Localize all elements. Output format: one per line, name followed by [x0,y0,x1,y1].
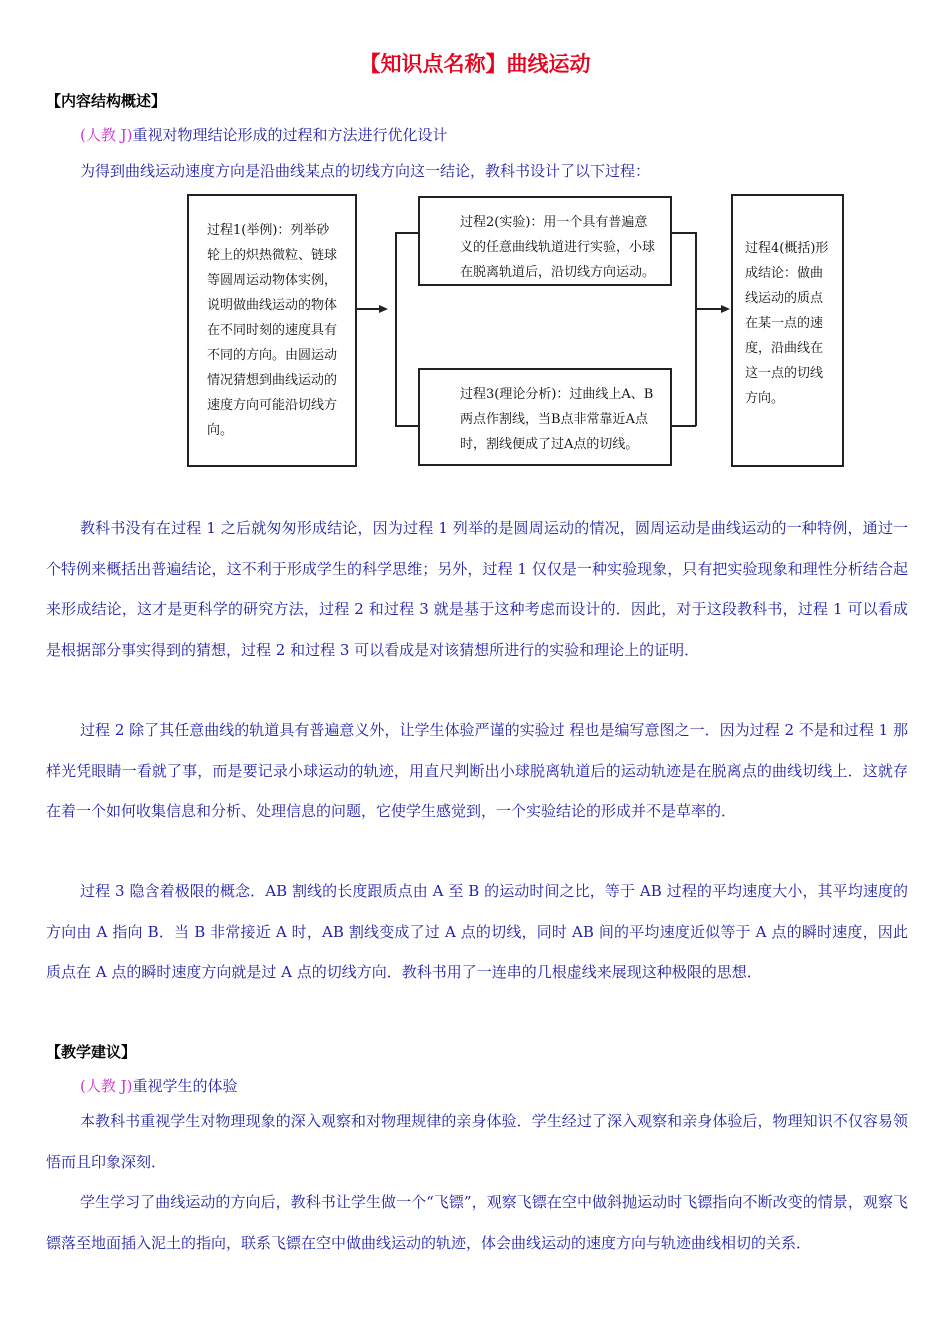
overview-subtitle: 重视对物理结论形成的过程和方法进行优化设计 [132,126,448,144]
arrow-head-icon [379,305,388,313]
process-box-3 [418,368,672,466]
document-title: 【知识点名称】曲线运动 [359,52,591,76]
connector-line [395,425,419,427]
process-box-1-text: 过程1(举例)：列举砂轮上的炽热微粒、链球等圆周运动物体实例，说明做曲线运动的物体在不同时刻的速度具有不同的方向。由圆运动情况猜想到曲线运动的速度方向可能沿切线方向。 [207,223,338,438]
connector-line [395,232,397,426]
paragraph: 学生学习了曲线运动的方向后，教科书让学生做一个“飞镖”，观察飞镖在空中做斜抛运动时飞镖指向不断改变的情景，观察飞镖落至地面插入泥土的指向，联系飞镖在空中做曲线运动的轨迹，体会曲线运动的速度方向与轨迹曲线相切的关系． [46,1193,908,1252]
connector-line [672,425,696,427]
connector-line [695,232,697,426]
overview-subheading [80,124,448,145]
connector-line [357,308,379,310]
paragraph: 过程 2 除了其任意曲线的轨道具有普遍意义外，让学生体验严谨的实验过 程也是编写意图之一．因为过程 2 不是和过程 1 那样光凭眼睛一看就了事，而是要记录小球运动的轨迹，用直尺判断出小球脱离轨道后的运动轨迹是在脱离点的曲线切线上．这就存在着一个如何收集信息和分析、处理信息的问题，它使学生感觉到，一个实验结论的形成并不是草率的． [46,721,908,820]
process-box-4 [731,194,844,467]
process-box-2 [418,196,672,286]
teaching-subheading [80,1075,238,1096]
connector-line [672,232,696,234]
paragraph: 教科书没有在过程 1 之后就匆匆形成结论，因为过程 1 列举的是圆周运动的情况，圆周运动是曲线运动的一种特例，通过一个特例来概括出普遍结论，这不利于形成学生的科学思维；另外，过程 1 仅仅是一种实验现象，只有把实验现象和理性分析结合起来形成结论，这才是更科学的研究方法，过程 2 和过程 3 就是基于这种考虑而设计的．因此，对于这段教科书，过程 1 可以看成是根据部分事实得到的猜想，过程 2 和过程 3 可以看成是对该猜想所进行的实验和理论上的证明． [46,519,908,659]
process-box-1 [187,194,357,467]
overview-intro: 为得到曲线运动速度方向是沿曲线某点的切线方向这一结论，教科书设计了以下过程： [80,162,651,180]
textbook-tag: (人教 J) [80,1077,133,1095]
textbook-tag: (人教 J) [80,126,133,144]
process-box-3-text: 过程3(理论分析)：过曲线上A、B两点作割线，当B点非常靠近A点时，割线便成了过A点的切线。 [460,387,654,452]
section-heading-teaching: 【教学建议】 [46,1043,137,1061]
process-box-4-text: 过程4(概括)形成结论：做曲线运动的质点在某一点的速度，沿曲线在这一点的切线方向。 [745,241,829,406]
paragraph: 本教科书重视学生对物理现象的深入观察和对物理规律的亲身体验．学生经过了深入观察和亲身体验后，物理知识不仅容易领悟而且印象深刻． [46,1112,908,1171]
arrow-head-icon [721,305,730,313]
connector-line [695,308,721,310]
teaching-subtitle: 重视学生的体验 [132,1077,238,1095]
section-heading-overview: 【内容结构概述】 [46,92,167,110]
process-box-2-text: 过程2(实验)：用一个具有普遍意义的任意曲线轨道进行实验，小球在脱离轨道后，沿切线方向运动。 [460,215,656,280]
paragraph: 过程 3 隐含着极限的概念．AB 割线的长度跟质点由 A 至 B 的运动时间之比，等于 AB 过程的平均速度大小，其平均速度的方向由 A 指向 B．当 B 非常接近 A 时，AB 割线变成了过 A 点的切线，同时 AB 间的平均速度近似等于 A 点的瞬时速度，因此质点在 A 点的瞬时速度方向就是过 A 点的切线方向．教科书用了一连串的几根虚线来展现这种极限的思想． [46,882,908,981]
process-diagram [185,192,850,468]
connector-line [395,232,419,234]
